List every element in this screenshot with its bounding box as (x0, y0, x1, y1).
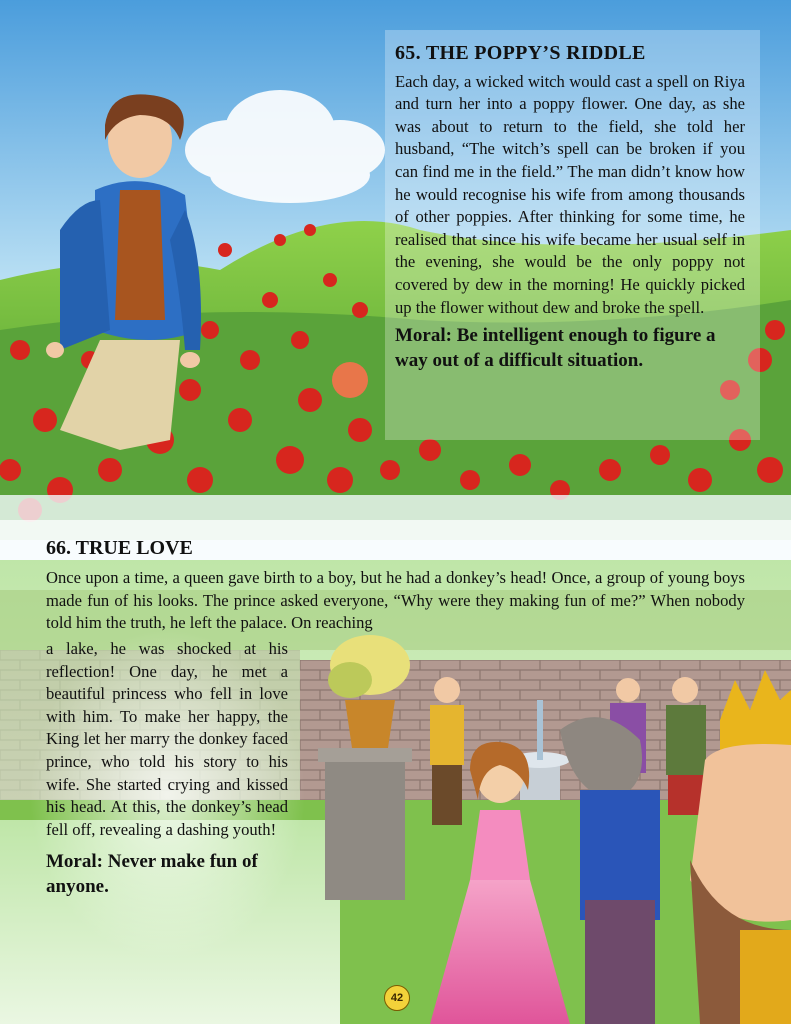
flower-pot-pedestal (318, 635, 412, 900)
story-66-body-side (46, 638, 288, 899)
story-66-moral: Moral: Never make fun of anyone. (46, 851, 258, 898)
story-66-title: 66. TRUE LOVE (46, 537, 193, 559)
story-65-title: 65. THE POPPY’S RIDDLE (395, 42, 646, 64)
page-number-badge: 42 (384, 985, 410, 1011)
story-66-body-continued: a lake, he was shocked at his reflection! One day, he met a beautiful princess who fell in love with him. To make her happy, the King let her marry the donkey faced prince, who told his story to his wife. She started crying and kissed his head. At this, the donkey’s head fell off, revealing a dashing youth! (46, 639, 288, 839)
story-65-body: Each day, a wicked witch would cast a spell on Riya and turn her into a poppy flower. One day, as she was about to return to the field, she told her husband, “The witch’s spell can be broken if you can find me in the field.” The man didn’t know how he would recognise his wife from among thousands of other poppies. After thinking for some time, he realised that since his wife became her usual self in the evening, she would be the only poppy not covered by dew in the morning! He quickly picked up the flower without dew and broke the spell. (395, 71, 745, 317)
story-65-moral: Moral: Be intelligent enough to figure a way out of a difficult situation. (395, 325, 716, 372)
story-65 (395, 42, 745, 373)
story-66-body-top: Once upon a time, a queen gave birth to a boy, but he had a donkey’s head! Once, a group of young boys made fun of his looks. The prince asked everyone, “Why were they making fun of me?” When nobody told him the truth, he left the palace. On reaching (46, 568, 745, 633)
